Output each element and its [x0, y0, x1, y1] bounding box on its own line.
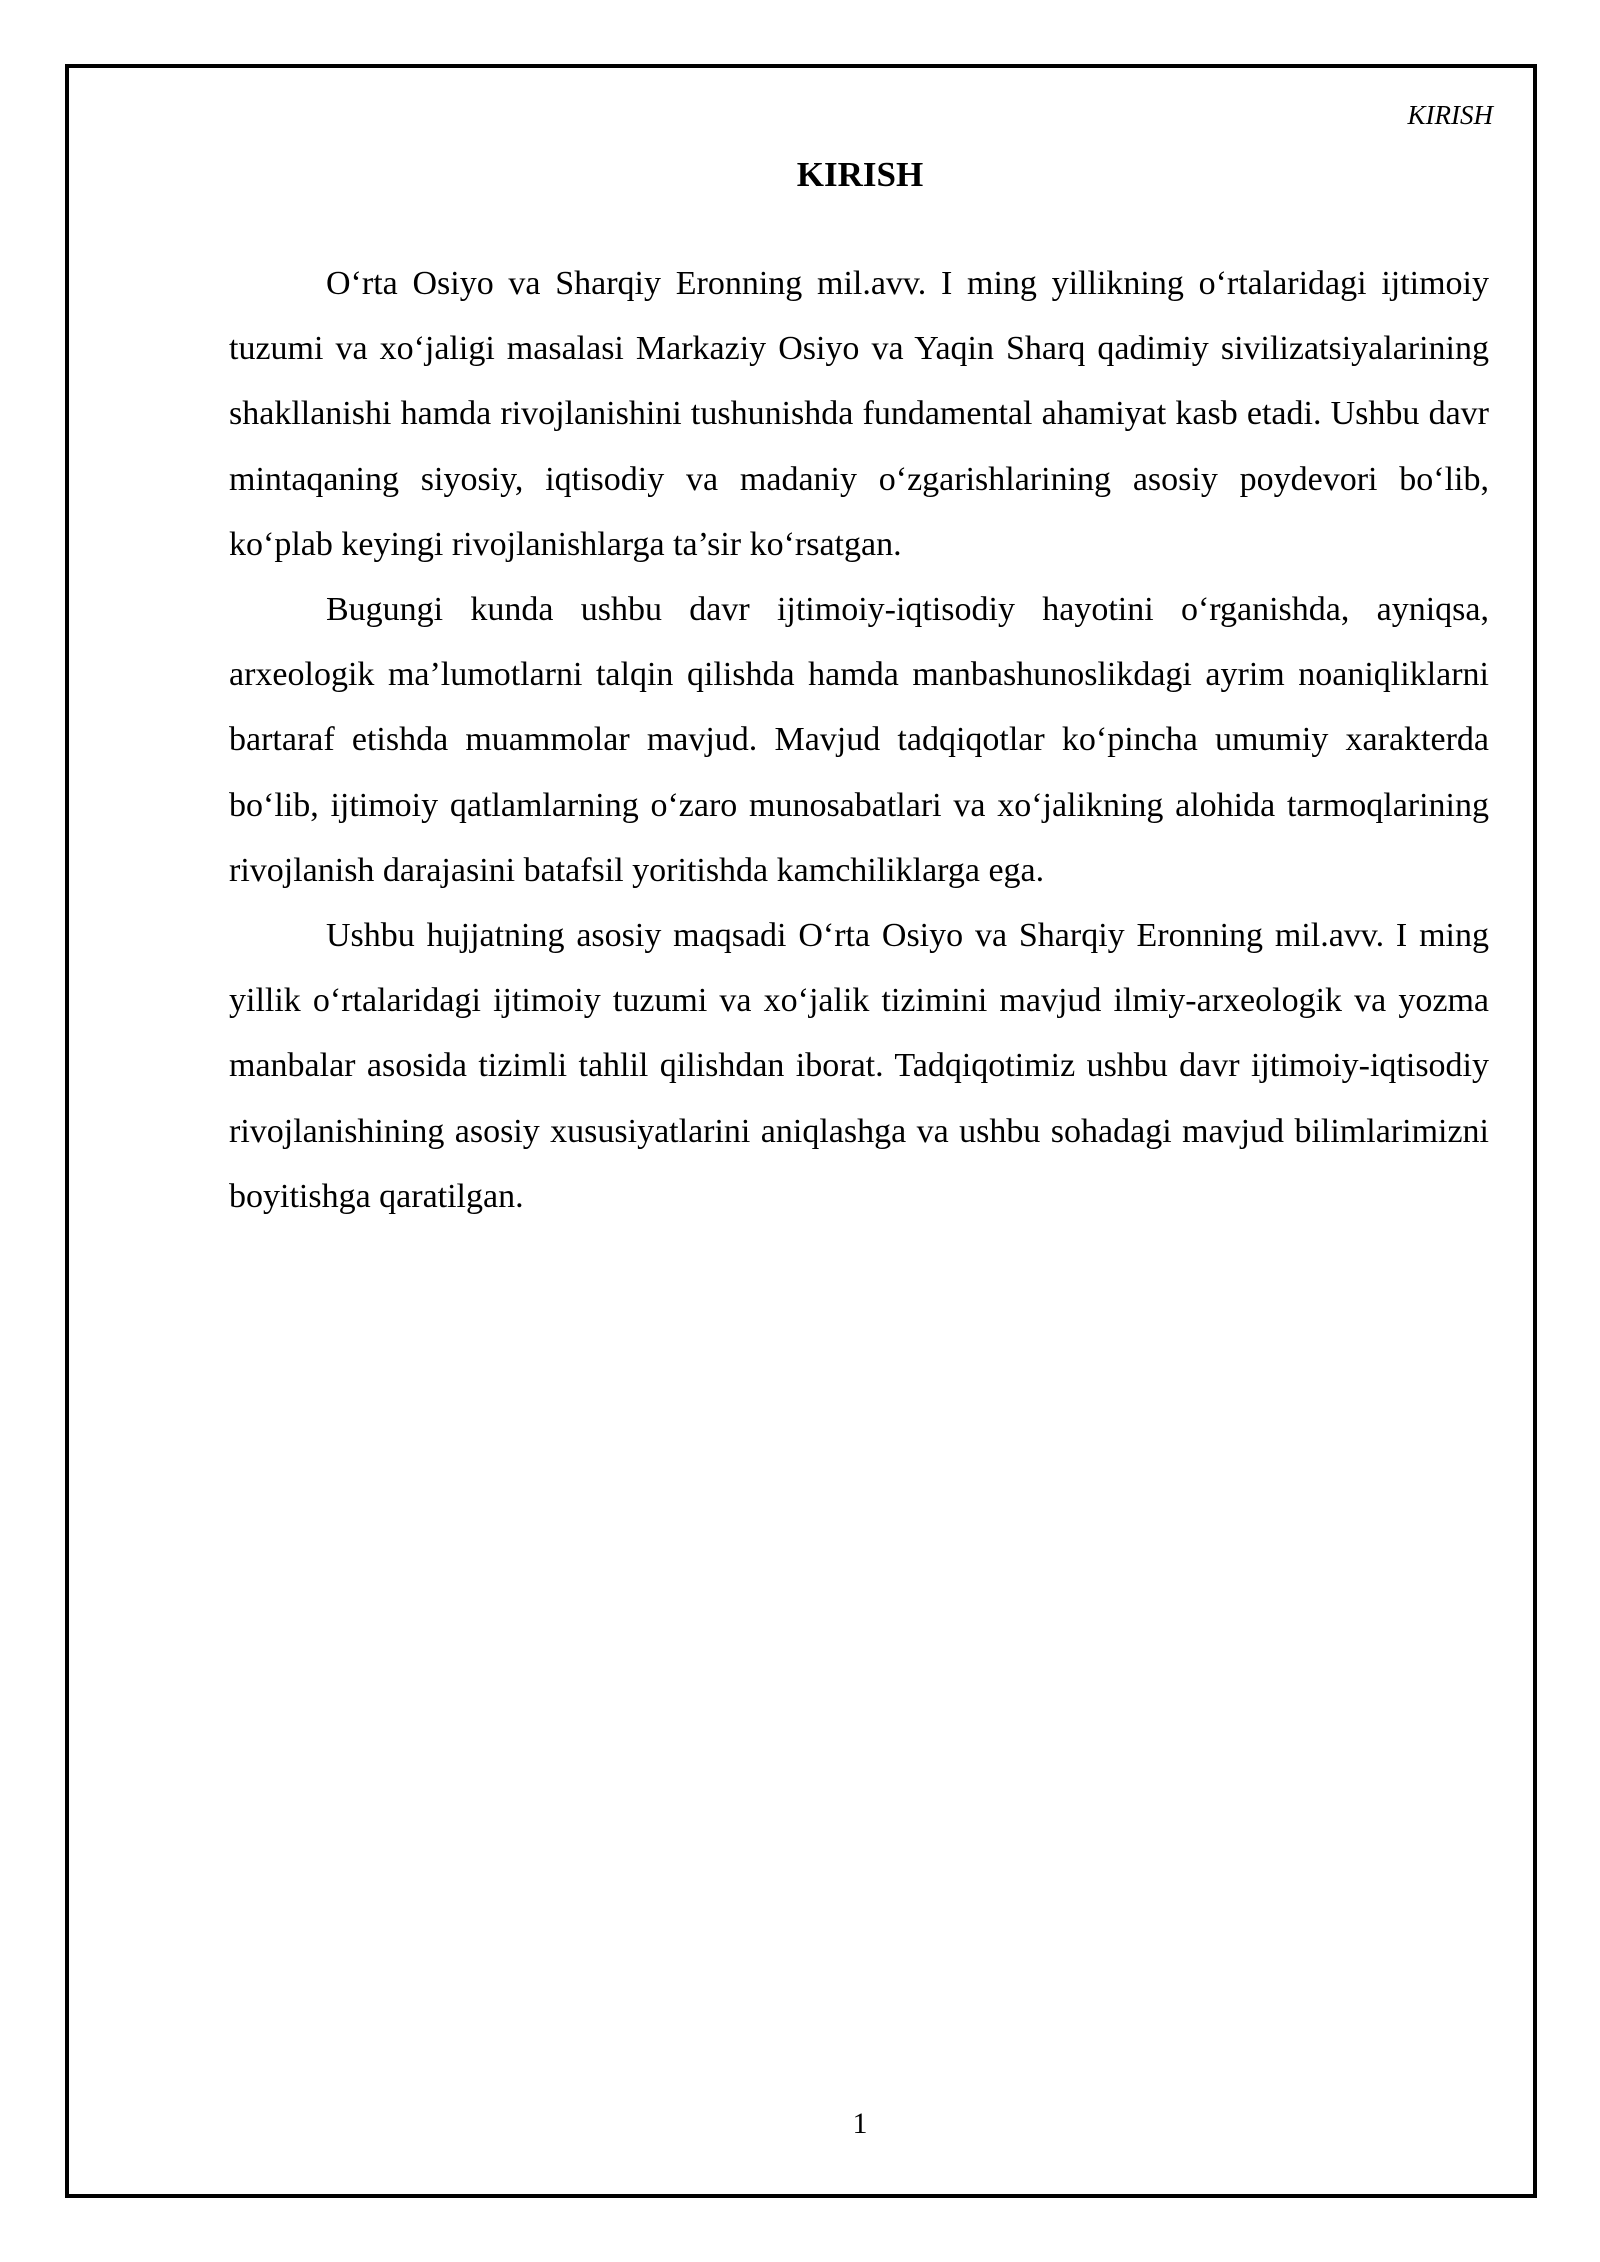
page-number: 1 — [852, 2107, 868, 2140]
document-body — [229, 251, 1489, 1229]
paragraph-1: O‘rta Osiyo va Sharqiy Eronning mil.avv. I ming yillikning o‘rtalaridagi ijtimoiy tuzumi va xo‘jaligi masalasi Markaziy Osiyo va Yaqin Sharq qadimiy sivilizatsiyalarining shakllanishi hamda rivojlanishini tushunishda fundamental ahamiyat kasb etadi. Ushbu davr mintaqaning siyosiy, iqtisodiy va madaniy o‘zgarishlarining asosiy poydevori bo‘lib, ko‘plab keyingi rivojlanishlarga ta’sir ko‘rsatgan. — [229, 265, 1489, 563]
paragraph-3: Ushbu hujjatning asosiy maqsadi O‘rta Osiyo va Sharqiy Eronning mil.avv. I ming yillik o‘rtalaridagi ijtimoiy tuzumi va xo‘jalik tizimini mavjud ilmiy-arxeologik va yozma manbalar asosida tizimli tahlil qilishdan iborat. Tadqiqotimiz ushbu davr ijtimoiy-iqtisodiy rivojlanishining asosiy xususiyatlarini aniqlashga va ushbu sohadagi mavjud bilimlarimizni boyitishga qaratilgan. — [229, 917, 1489, 1215]
paragraph-2: Bugungi kunda ushbu davr ijtimoiy-iqtisodiy hayotini o‘rganishda, ayniqsa, arxeologik ma’lumotlarni talqin qilishda hamda manbashunoslikdagi ayrim noaniqliklarni bartaraf etishda muammolar mavjud. Mavjud tadqiqotlar ko‘pincha umumiy xarakterda bo‘lib, ijtimoiy qatlamlarning o‘zaro munosabatlari va xo‘jalikning alohida tarmoqlarining rivojlanish darajasini batafsil yoritishda kamchiliklarga ega. — [229, 591, 1489, 889]
page-title: KIRISH — [796, 155, 924, 194]
running-header: KIRISH — [1407, 100, 1493, 130]
